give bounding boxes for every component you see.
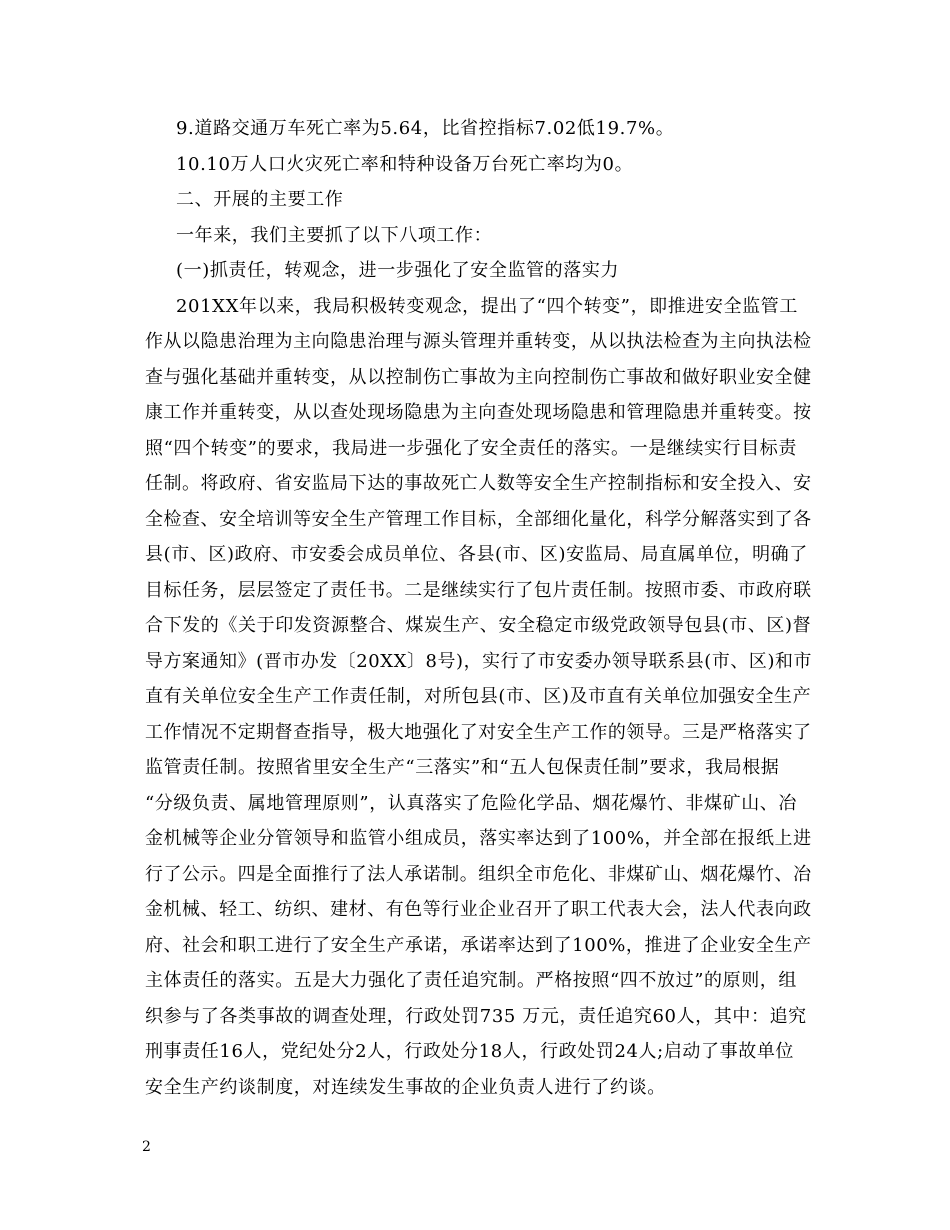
paragraph-line-22: 刑事责任16人，党纪处分2人，行政处分18人，行政处罚24人;启动了事故单位 [145, 1041, 795, 1062]
paragraph-line-15: “分级负责、属地管理原则”，认真落实了危险化学品、烟花爆竹、非煤矿山、冶 [145, 793, 798, 814]
paragraph-line-10: 合下发的《关于印发资源整合、煤炭生产、安全稳定市级党政领导包县(市、区)督 [145, 615, 812, 636]
paragraph-line-7: 全检查、安全培训等安全生产管理工作目标，全部细化量化，科学分解落实到了各 [145, 509, 812, 530]
paragraph-line-3: 查与强化基础并重转变，从以控制伤亡事故为主向控制伤亡事故和做好职业安全健 [145, 367, 812, 388]
paragraph-line-16: 金机械等企业分管领导和监管小组成员，落实率达到了100%，并全部在报纸上进 [145, 828, 812, 849]
paragraph-line-2: 作从以隐患治理为主向隐患治理与源头管理并重转变，从以执法检查为主向执法检 [145, 331, 812, 352]
paragraph-line-9: 目标任务，层层签定了责任书。二是继续实行了包片责任制。按照市委、市政府联 [145, 580, 812, 601]
paragraph-line-11: 导方案通知》(晋市办发〔20XX〕8号)，实行了市安委办领导联系县(市、区)和市 [145, 651, 813, 672]
paragraph-line-8: 县(市、区)政府、市安委会成员单位、各县(市、区)安监局、局直属单位，明确了 [145, 544, 808, 565]
subsection-heading: (一)抓责任，转观念，进一步强化了安全监管的落实力 [176, 260, 620, 281]
text-line-1: 9.道路交通万车死亡率为5.64，比省控指标7.02低19.7%。 [176, 118, 675, 139]
paragraph-line-1: 201XX年以来，我局积极转变观念，提出了“四个转变”，即推进安全监管工 [176, 296, 798, 317]
text-line-2: 10.10万人口火灾死亡率和特种设备万台死亡率均为0。 [176, 154, 634, 175]
paragraph-line-23: 安全生产约谈制度，对连续发生事故的企业负责人进行了约谈。 [145, 1077, 666, 1098]
paragraph-line-18: 金机械、轻工、纺织、建材、有色等行业企业召开了职工代表大会，法人代表向政 [145, 899, 812, 920]
paragraph-line-13: 工作情况不定期督查指导，极大地强化了对安全生产工作的领导。三是严格落实了 [145, 722, 812, 743]
paragraph-line-19: 府、社会和职工进行了安全生产承诺，承诺率达到了100%，推进了企业安全生产 [145, 935, 812, 956]
paragraph-line-12: 直有关单位安全生产工作责任制，对所包县(市、区)及市直有关单位加强安全生产 [145, 686, 812, 707]
paragraph-line-4: 康工作并重转变，从以查处现场隐患为主向查处现场隐患和管理隐患并重转变。按 [145, 402, 812, 423]
section-heading: 二、开展的主要工作 [176, 189, 344, 210]
paragraph-line-5: 照“四个转变”的要求，我局进一步强化了安全责任的落实。一是继续实行目标责 [145, 438, 798, 459]
paragraph-line-21: 织参与了各类事故的调查处理，行政处罚735 万元，责任追究60人，其中：追究 [145, 1006, 807, 1027]
page-number: 2 [142, 1139, 151, 1155]
text-line-4: 一年来，我们主要抓了以下八项工作： [176, 225, 493, 246]
paragraph-line-20: 主体责任的落实。五是大力强化了责任追究制。严格按照“四不放过”的原则，组 [145, 970, 798, 991]
paragraph-line-17: 行了公示。四是全面推行了法人承诺制。组织全市危化、非煤矿山、烟花爆竹、冶 [145, 864, 812, 885]
paragraph-line-14: 监管责任制。按照省里安全生产“三落实”和“五人包保责任制”要求，我局根据 [145, 757, 780, 778]
paragraph-line-6: 任制。将政府、省安监局下达的事故死亡人数等安全生产控制指标和安全投入、安 [145, 473, 812, 494]
